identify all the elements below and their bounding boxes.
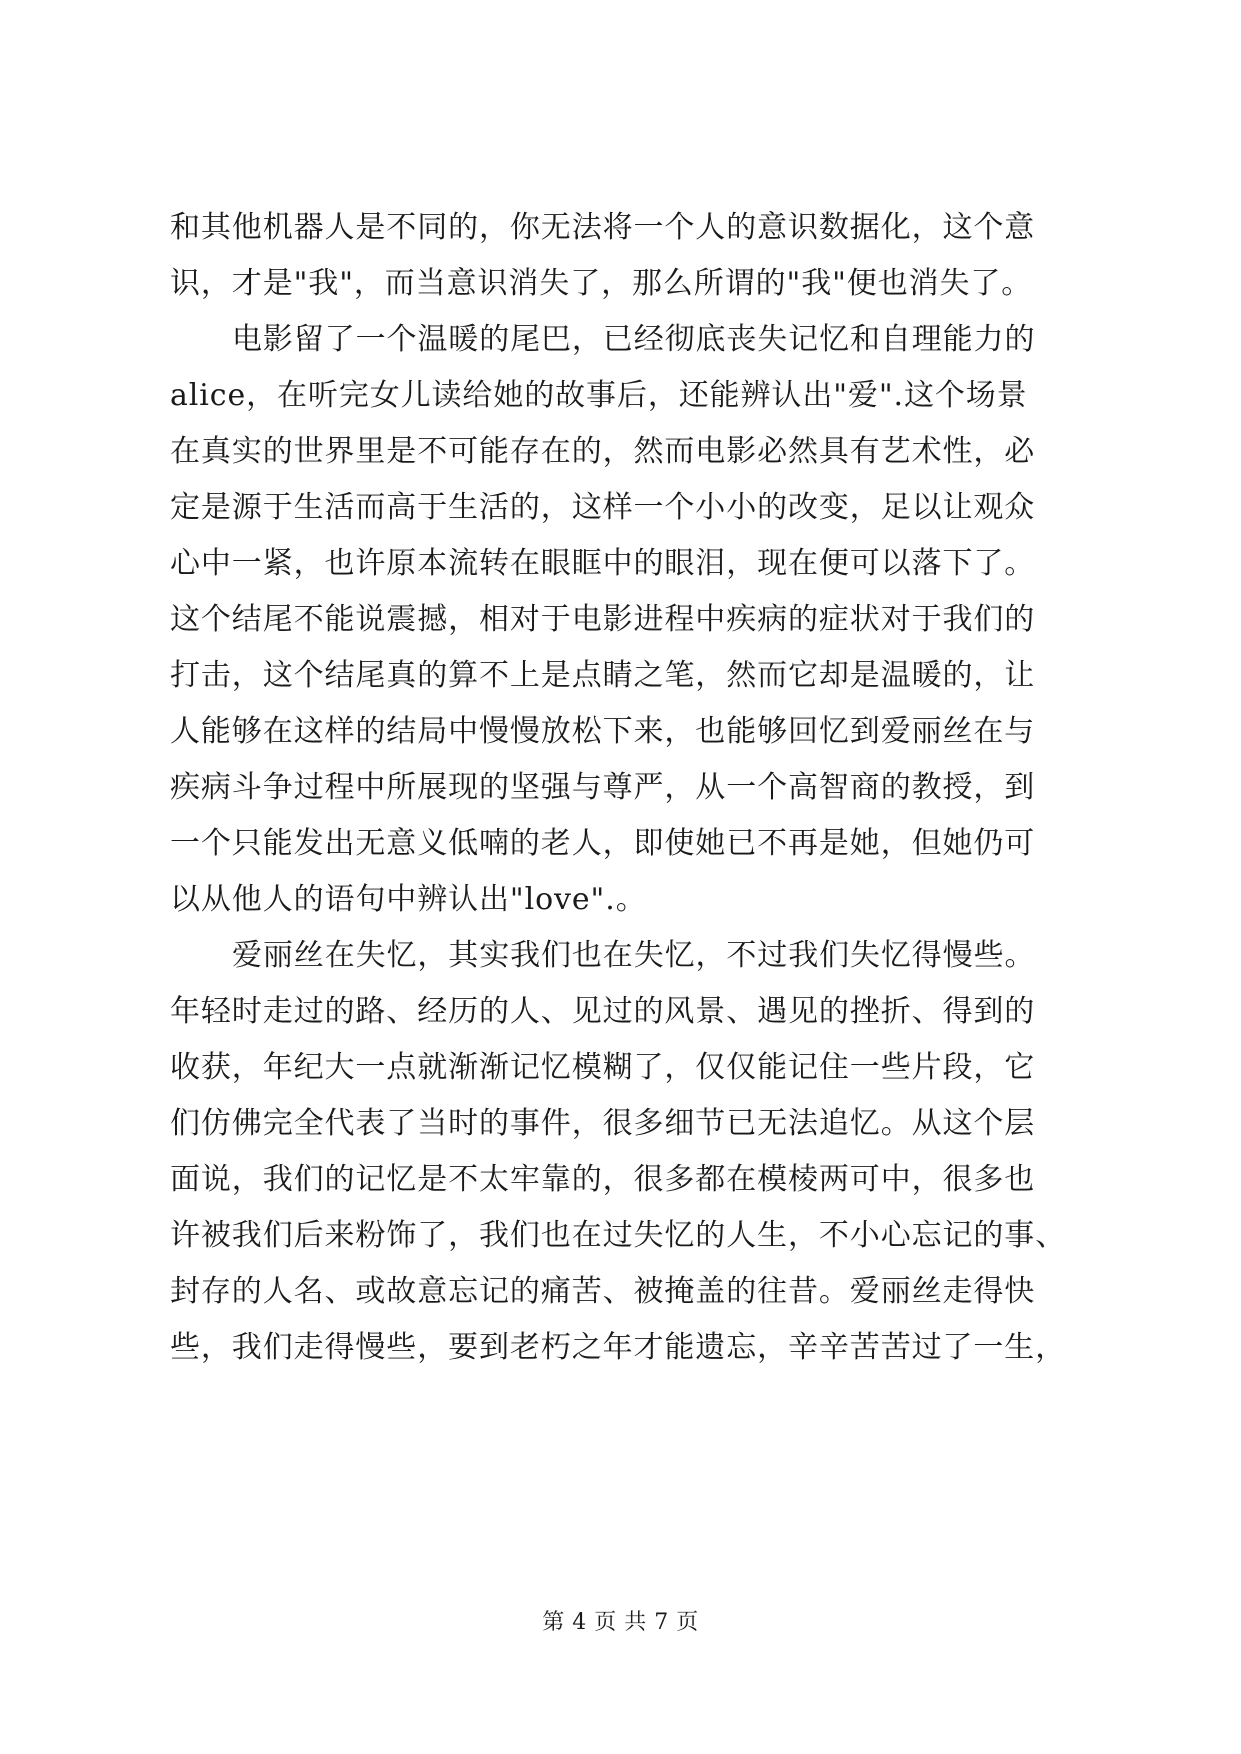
text-line: 些，我们走得慢些，要到老朽之年才能遗忘，辛辛苦苦过了一生， xyxy=(170,1330,1067,1365)
text-line: 识，才是"我"，而当意识消失了，那么所谓的"我"便也消失了。 xyxy=(170,266,1033,301)
text-line: 疾病斗争过程中所展现的坚强与尊严，从一个高智商的教授，到 xyxy=(170,770,1036,805)
text-line: 收获，年纪大一点就渐渐记忆模糊了，仅仅能记住一些片段，它 xyxy=(170,1050,1036,1085)
text-line: 们仿佛完全代表了当时的事件，很多细节已无法追忆。从这个层 xyxy=(170,1106,1036,1141)
text-line: alice，在听完女儿读给她的故事后，还能辨认出"爱".这个场景 xyxy=(170,378,1028,413)
text-line: 以从他人的语句中辨认出"love".。 xyxy=(170,882,647,917)
text-line: 一个只能发出无意义低喃的老人，即使她已不再是她，但她仍可 xyxy=(170,826,1036,861)
text-line: 面说，我们的记忆是不太牢靠的，很多都在模棱两可中，很多也 xyxy=(170,1162,1036,1197)
text-line: 许被我们后来粉饰了，我们也在过失忆的人生，不小心忘记的事、 xyxy=(170,1218,1067,1253)
text-line: 封存的人名、或故意忘记的痛苦、被掩盖的往昔。爱丽丝走得快 xyxy=(170,1274,1036,1309)
page-number-footer: 第 4 页 共 7 页 xyxy=(542,1610,699,1635)
text-line: 和其他机器人是不同的，你无法将一个人的意识数据化，这个意 xyxy=(170,210,1036,245)
paragraph-start-line: 电影留了一个温暖的尾巴，已经彻底丧失记忆和自理能力的 xyxy=(232,322,1036,357)
text-line: 在真实的世界里是不可能存在的，然而电影必然具有艺术性，必 xyxy=(170,434,1036,469)
text-line: 打击，这个结尾真的算不上是点睛之笔，然而它却是温暖的，让 xyxy=(170,658,1036,693)
text-line: 这个结尾不能说震撼，相对于电影进程中疾病的症状对于我们的 xyxy=(170,602,1036,637)
paragraph-start-line: 爱丽丝在失忆，其实我们也在失忆，不过我们失忆得慢些。 xyxy=(232,938,1036,973)
text-line: 年轻时走过的路、经历的人、见过的风景、遇见的挫折、得到的 xyxy=(170,994,1036,1029)
text-line: 定是源于生活而高于生活的，这样一个小小的改变，足以让观众 xyxy=(170,490,1036,525)
text-line: 人能够在这样的结局中慢慢放松下来，也能够回忆到爱丽丝在与 xyxy=(170,714,1036,749)
text-line: 心中一紧，也许原本流转在眼眶中的眼泪，现在便可以落下了。 xyxy=(170,546,1036,581)
